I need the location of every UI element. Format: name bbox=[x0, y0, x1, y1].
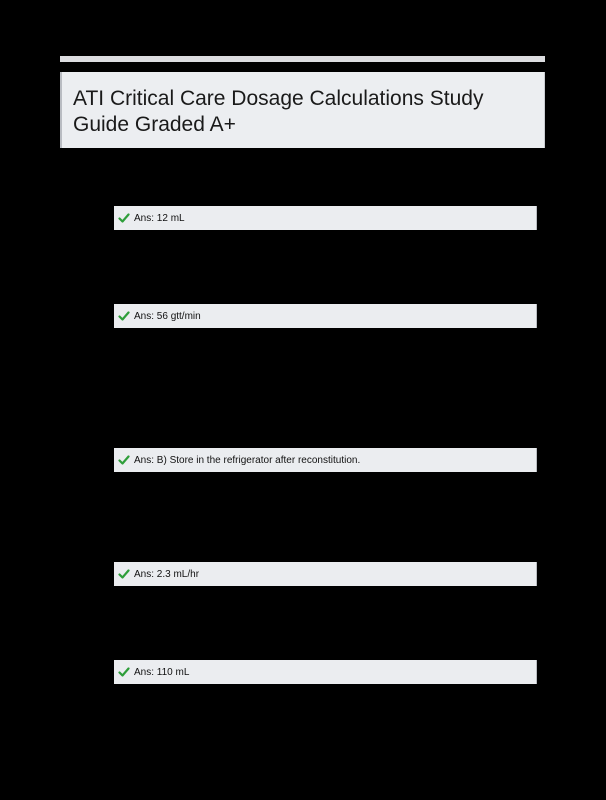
answer-box-5 bbox=[114, 660, 537, 684]
answer-box-3 bbox=[114, 448, 537, 472]
answer-box-4 bbox=[114, 562, 537, 586]
answer-text-1: Ans: 12 mL bbox=[134, 212, 185, 224]
answer-text-2: Ans: 56 gtt/min bbox=[134, 310, 201, 322]
checkmark-icon bbox=[118, 568, 130, 580]
answer-box-1 bbox=[114, 206, 537, 230]
document-title: ATI Critical Care Dosage Calculations Study Guide Graded A+ bbox=[73, 87, 484, 136]
checkmark-icon bbox=[118, 310, 130, 322]
top-divider bbox=[60, 56, 545, 62]
checkmark-icon bbox=[118, 212, 130, 224]
title-banner bbox=[60, 72, 545, 148]
answer-text-4: Ans: 2.3 mL/hr bbox=[134, 568, 200, 580]
answer-box-2 bbox=[114, 304, 537, 328]
answer-text-3: Ans: B) Store in the refrigerator after reconstitution. bbox=[134, 454, 361, 466]
checkmark-icon bbox=[118, 666, 130, 678]
checkmark-icon bbox=[118, 454, 130, 466]
answer-text-5: Ans: 110 mL bbox=[134, 666, 190, 678]
